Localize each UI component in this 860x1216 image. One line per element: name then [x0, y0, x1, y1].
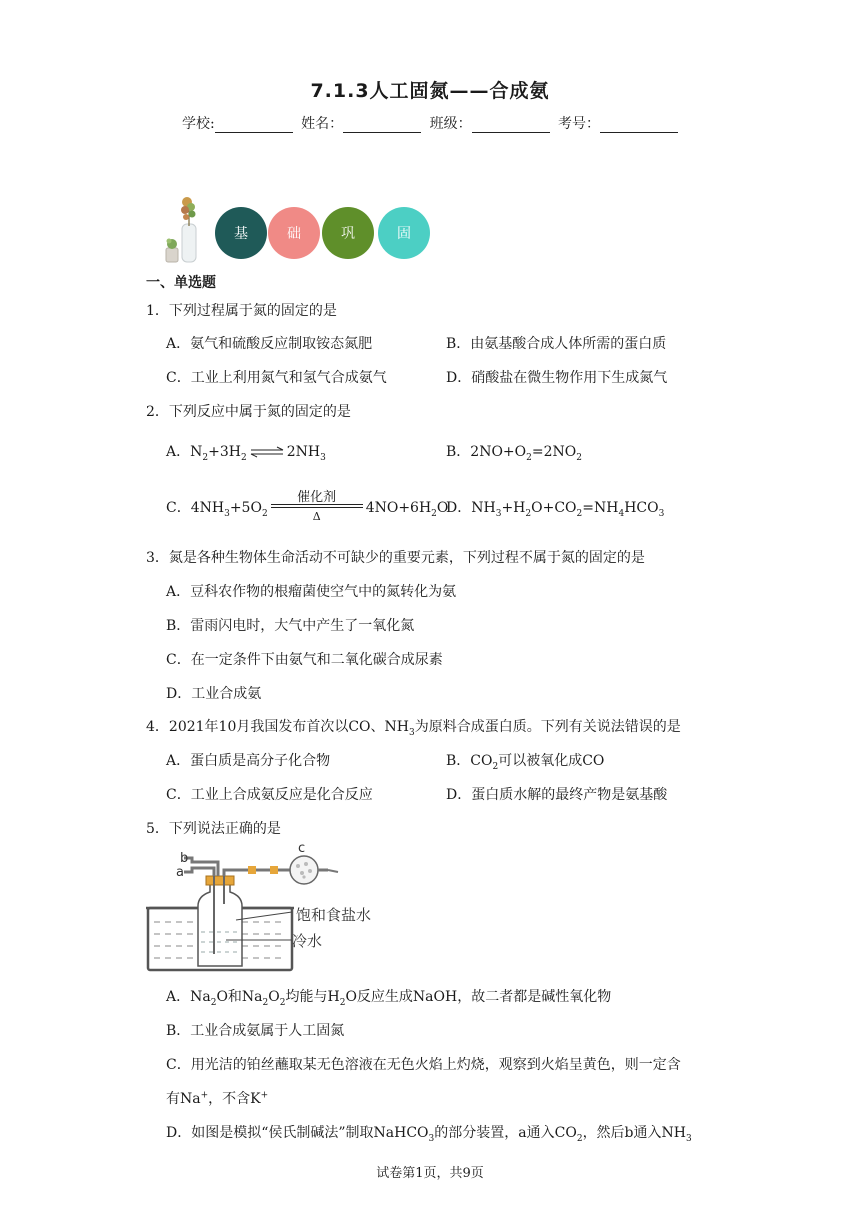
- school-blank: [215, 118, 293, 133]
- reversible-arrow-icon: [249, 446, 285, 458]
- question-5-option-a: A．$Na_2O$和$Na_2O_2$均能与$H_2O$反应生成NaOH，故二者都是碱性氧化物: [166, 989, 612, 1008]
- question-2-option-c: [166, 486, 448, 526]
- question-4-stem-part2: 为原料合成蛋白质。下列有关说法错误的是: [414, 719, 681, 735]
- q5c-p2: ，不含K: [208, 1091, 261, 1107]
- banner-circle-ji: 基: [215, 207, 267, 259]
- question-5-stem: 5．下列说法正确的是: [146, 821, 281, 837]
- question-3-option-b: B．雷雨闪电时，大气中产生了一氧化氮: [166, 618, 415, 634]
- apparatus-figure: [144, 842, 394, 974]
- question-4-stem-part1: 4．2021年10月我国发布首次以CO、NH: [146, 719, 409, 735]
- equation-c-reactants: $4NH_3+5O_2$: [190, 500, 268, 519]
- q5a-p3: O: [268, 989, 280, 1005]
- student-info-line: [0, 113, 860, 133]
- name-blank: [343, 118, 421, 133]
- question-5-option-c-line2: 有Na+，不含K+: [166, 1090, 269, 1107]
- exam-number-blank: [600, 118, 678, 133]
- question-4-option-b: B．$CO_2$可以被氧化成CO: [446, 753, 605, 772]
- q5c-p1: 有Na: [166, 1091, 201, 1107]
- page-footer: 试卷第1页，共9页: [376, 1166, 484, 1181]
- q5d-p1: D．如图是模拟“侯氏制碱法”制取NaHCO: [166, 1125, 429, 1141]
- question-1-option-c: C．工业上利用氮气和氢气合成氨气: [166, 370, 387, 386]
- question-1-stem: 1．下列过程属于氮的固定的是: [146, 303, 337, 319]
- q5d-p2: 的部分装置，a通入CO: [434, 1125, 577, 1141]
- question-2-option-b: [446, 441, 582, 461]
- banner-circle-chu: 础: [268, 207, 320, 259]
- plant-vase-icon: [160, 194, 210, 266]
- question-1-option-d: D．硝酸盐在微生物作用下生成氮气: [446, 370, 668, 386]
- question-4-option-d: D．蛋白质水解的最终产物是氨基酸: [446, 787, 668, 803]
- equation-a-product: $2NH_3$: [286, 444, 326, 463]
- question-5-option-b: B．工业合成氨属于人工固氮: [166, 1023, 345, 1039]
- question-4-option-a: A．蛋白质是高分子化合物: [166, 753, 331, 769]
- q5d-p3: ，然后b通入NH: [582, 1125, 686, 1141]
- question-2-stem: 2．下列反应中属于氮的固定的是: [146, 404, 351, 420]
- fig-label-coldwater: 冷水: [292, 932, 323, 950]
- question-3-option-a: A．豆科农作物的根瘤菌使空气中的氮转化为氨: [166, 584, 457, 600]
- question-1-option-b: B．由氨基酸合成人体所需的蛋白质: [446, 336, 667, 352]
- question-2-option-a: [166, 441, 326, 461]
- banner-circle-gong: 巩: [322, 207, 374, 259]
- name-label: 姓名：: [301, 116, 344, 132]
- fig-label-c: c: [298, 842, 306, 856]
- catalyst-label: 催化剂: [297, 490, 337, 505]
- q5a-p1: A．Na: [166, 989, 211, 1005]
- equation-d: $NH_3+H_2O+CO_2=NH_4HCO_3$: [471, 500, 665, 519]
- question-3-option-d: D．工业合成氨: [166, 686, 262, 702]
- question-3-stem: 3．氮是各种生物体生命活动不可缺少的重要元素，下列过程不属于氮的固定的是: [146, 550, 645, 566]
- question-4-option-c: C．工业上合成氨反应是化合反应: [166, 787, 373, 803]
- question-2-option-a-label: A．: [166, 444, 191, 460]
- q5a-p2: O和Na: [216, 989, 263, 1005]
- question-3-option-c: C．在一定条件下由氨气和二氧化碳合成尿素: [166, 652, 443, 668]
- question-5-option-d: D．如图是模拟“侯氏制碱法”制取NaHCO$_3$的部分装置，a通入$CO_2$，然后b通入$NH_3$: [166, 1125, 692, 1144]
- fig-label-a: a: [176, 865, 184, 880]
- equation-c-products: $4NO+6H_2O$: [365, 500, 449, 519]
- page-title: 7.1.3人工固氮——合成氨: [310, 80, 550, 102]
- question-2-option-b-label: B．: [446, 444, 471, 460]
- equation-b: $2NO+O_2=2NO_2$: [470, 444, 582, 463]
- fig-label-saltwater: 饱和食盐水: [296, 906, 372, 924]
- question-4-option-b-part2: 可以被氧化成CO: [498, 753, 605, 769]
- question-4-option-b-part1: B．CO: [446, 753, 493, 769]
- class-label: 班级：: [429, 116, 472, 132]
- school-label: 学校:: [181, 116, 215, 132]
- equation-a: $N_2+3H_2$: [190, 444, 247, 463]
- question-2-option-c-label: C．: [166, 500, 191, 516]
- fig-label-b: b: [180, 851, 189, 866]
- basic-review-banner: [160, 194, 440, 266]
- question-2-option-d-label: D．: [446, 500, 472, 516]
- class-blank: [472, 118, 550, 133]
- catalyst-arrow: [269, 486, 365, 524]
- question-5-option-c-line1: C．用光洁的铂丝蘸取某无色溶液在无色火焰上灼烧，观察到火焰呈黄色，则一定含: [166, 1057, 681, 1073]
- q5a-p4: 均能与H: [285, 989, 340, 1005]
- exam-number-label: 考号：: [558, 116, 601, 132]
- section-heading: 一、单选题: [146, 275, 216, 291]
- question-1-option-a: A．氨气和硫酸反应制取铵态氮肥: [166, 336, 373, 352]
- banner-circle-gu: 固: [378, 207, 430, 259]
- question-4-stem: 4．2021年10月我国发布首次以CO、$NH_3$为原料合成蛋白质。下列有关说法错误的是: [146, 719, 681, 738]
- question-2-option-d: [446, 497, 664, 517]
- heat-label: Δ: [312, 510, 321, 523]
- q5a-p5: O反应生成NaOH，故二者都是碱性氧化物: [345, 989, 612, 1005]
